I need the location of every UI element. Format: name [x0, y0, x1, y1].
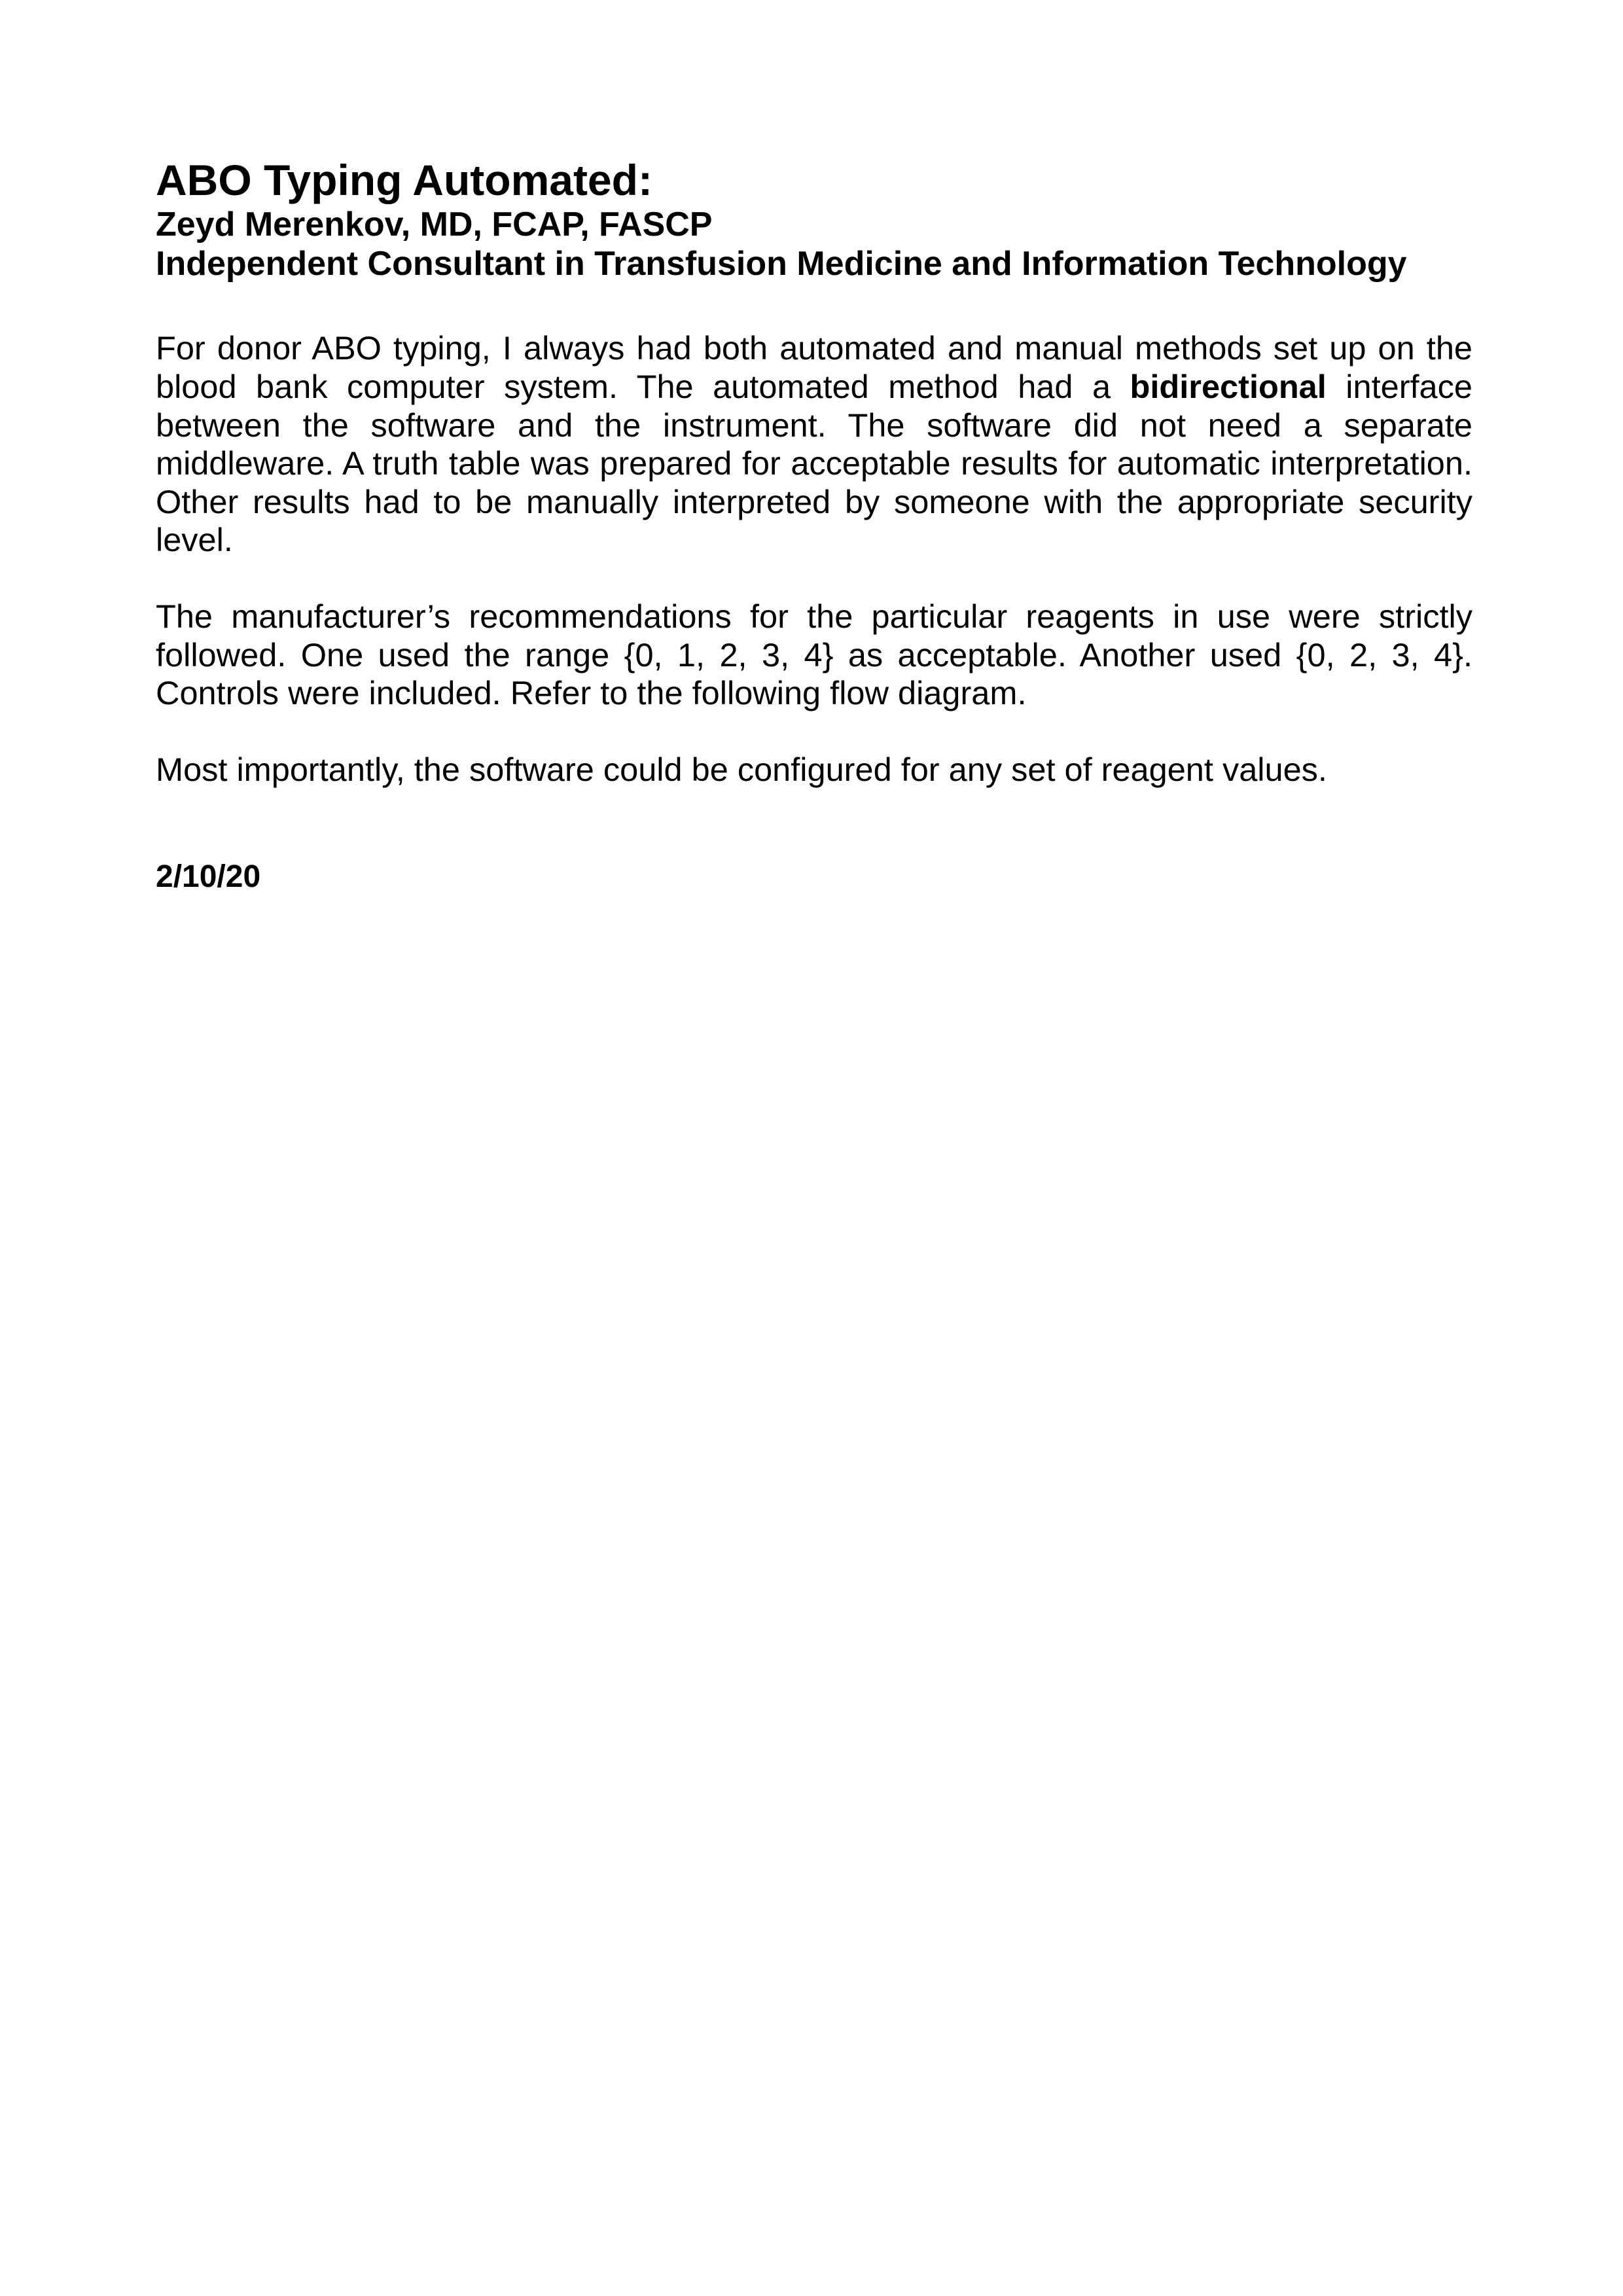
paragraph-software-configuration: Most importantly, the software could be configured for any set of reagent values. [156, 750, 1327, 788]
affiliation-line: Independent Consultant in Transfusion Medicine and Information Technology [156, 244, 1407, 283]
document-page [156, 156, 1472, 895]
paragraph-manufacturer-recommendations: The manufacturer’s recommendations for the particular reagents in use were strictly followed. One used the range {0, 1, 2, 3, 4} as acceptable. Another used {0, 2, 3, 4}. Controls were included. Refer to the following flow diagram. [156, 597, 1472, 712]
document-date: 2/10/20 [156, 859, 261, 895]
paragraph1-text-end: interface between the software and the instrument. The software did not need a separate middleware. A truth table was prepared for acceptable results for automatic interpretation. Other results had to be manually interpreted by someone with the appropriate security level. [156, 368, 1472, 559]
bidirectional-emphasis: bidirectional [1130, 368, 1327, 406]
author-line: Zeyd Merenkov, MD, FCAP, FASCP [156, 205, 713, 243]
document-title: ABO Typing Automated: [156, 156, 652, 204]
paragraph1-text-start: For donor ABO typing, I always had both automated and manual methods set up on the blood bank computer system. The automated method had a [156, 329, 1472, 406]
paragraph-donor-abo-typing [156, 329, 1472, 559]
